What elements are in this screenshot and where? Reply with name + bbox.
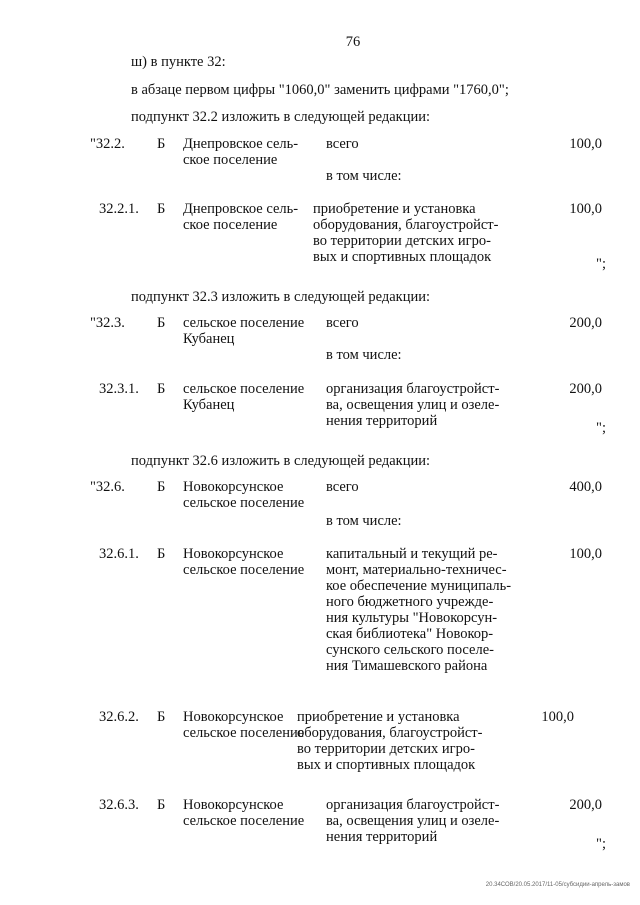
row-name-line-2: сельское поселение (183, 725, 305, 741)
row-amount: 200,0 (569, 381, 602, 397)
footer-filepath: 20.34СОВ/20.05.2017/11-05/субсидии-апрель-замов (485, 882, 630, 888)
page-number: 76 (345, 34, 361, 50)
closing-quote: "; (596, 420, 606, 436)
row-name-line-1: Днепровское сель- (183, 136, 299, 152)
row-name-line-2: сельское поселение (183, 495, 305, 511)
row-letter: Б (157, 136, 166, 152)
row-amount: 100,0 (541, 709, 574, 725)
row-desc-line-8: ния Тимашевского района (326, 658, 488, 674)
row-desc-line-1: организация благоустройст- (326, 797, 500, 813)
row-desc-line-4: ного бюджетного учрежде- (326, 594, 494, 610)
row-amount: 200,0 (569, 315, 602, 331)
intro-line-2: в абзаце первом цифры "1060,0" заменить цифрами "1760,0"; (131, 82, 509, 98)
row-amount: 400,0 (569, 479, 602, 495)
closing-quote: "; (596, 836, 606, 852)
row-name-line-2: ское поселение (183, 152, 278, 168)
row-letter: Б (157, 381, 166, 397)
row-letter: Б (157, 315, 166, 331)
row-letter: Б (157, 546, 166, 562)
row-number: 32.6.1. (99, 546, 139, 562)
row-desc-line-2: в том числе: (326, 513, 402, 529)
row-desc-line-2: ва, освещения улиц и озеле- (326, 813, 500, 829)
row-letter: Б (157, 797, 166, 813)
row-name-line-1: Новокорсунское (183, 479, 284, 495)
row-name-line-1: Днепровское сель- (183, 201, 299, 217)
row-desc-line-2: в том числе: (326, 347, 402, 363)
row-name-line-1: сельское поселение (183, 381, 305, 397)
row-desc-line-2: оборудования, благоустройст- (313, 217, 499, 233)
row-name-line-2: сельское поселение (183, 562, 305, 578)
row-desc-line-3: во территории детских игро- (313, 233, 491, 249)
closing-quote: "; (596, 256, 606, 272)
row-desc-line-3: нения территорий (326, 413, 438, 429)
row-desc-line-2: оборудования, благоустройст- (297, 725, 483, 741)
row-desc-line-1: приобретение и установка (313, 201, 476, 217)
intro-line-3: подпункт 32.2 изложить в следующей редакции: (131, 109, 431, 125)
intro-32-3: подпункт 32.3 изложить в следующей редакции: (131, 289, 431, 305)
row-desc-line-1: капитальный и текущий ре- (326, 546, 498, 562)
row-name-line-2: Кубанец (183, 397, 235, 413)
row-desc-line-3: во территории детских игро- (297, 741, 475, 757)
row-number: "32.2. (90, 136, 125, 152)
row-name-line-2: сельское поселение (183, 813, 305, 829)
row-letter: Б (157, 709, 166, 725)
intro-32-6: подпункт 32.6 изложить в следующей редакции: (131, 453, 431, 469)
row-desc-line-6: ская библиотека" Новокор- (326, 626, 494, 642)
row-desc-line-1: всего (326, 315, 359, 331)
row-desc-line-4: вых и спортивных площадок (313, 249, 492, 265)
row-desc-line-1: всего (326, 136, 359, 152)
row-name-line-2: ское поселение (183, 217, 278, 233)
row-number: "32.6. (90, 479, 125, 495)
row-number: 32.3.1. (99, 381, 139, 397)
row-desc-line-3: кое обеспечение муниципаль- (326, 578, 512, 594)
row-amount: 200,0 (569, 797, 602, 813)
row-desc-line-2: монт, материально-техничес- (326, 562, 507, 578)
row-number: 32.2.1. (99, 201, 139, 217)
row-name-line-1: Новокорсунское (183, 709, 284, 725)
row-name-line-1: Новокорсунское (183, 797, 284, 813)
row-name-line-1: Новокорсунское (183, 546, 284, 562)
row-letter: Б (157, 479, 166, 495)
row-amount: 100,0 (569, 136, 602, 152)
row-desc-line-7: сунского сельского поселе- (326, 642, 494, 658)
row-number: "32.3. (90, 315, 125, 331)
row-name-line-2: Кубанец (183, 331, 235, 347)
row-desc-line-3: нения территорий (326, 829, 438, 845)
row-desc-line-1: организация благоустройст- (326, 381, 500, 397)
row-desc-line-2: в том числе: (326, 168, 402, 184)
row-desc-line-1: приобретение и установка (297, 709, 460, 725)
row-number: 32.6.3. (99, 797, 139, 813)
intro-line-1: ш) в пункте 32: (131, 54, 226, 70)
row-letter: Б (157, 201, 166, 217)
row-amount: 100,0 (569, 546, 602, 562)
row-desc-line-2: ва, освещения улиц и озеле- (326, 397, 500, 413)
row-desc-line-5: ния культуры "Новокорсун- (326, 610, 498, 626)
row-number: 32.6.2. (99, 709, 139, 725)
row-amount: 100,0 (569, 201, 602, 217)
row-desc-line-4: вых и спортивных площадок (297, 757, 476, 773)
row-desc-line-1: всего (326, 479, 359, 495)
row-name-line-1: сельское поселение (183, 315, 305, 331)
